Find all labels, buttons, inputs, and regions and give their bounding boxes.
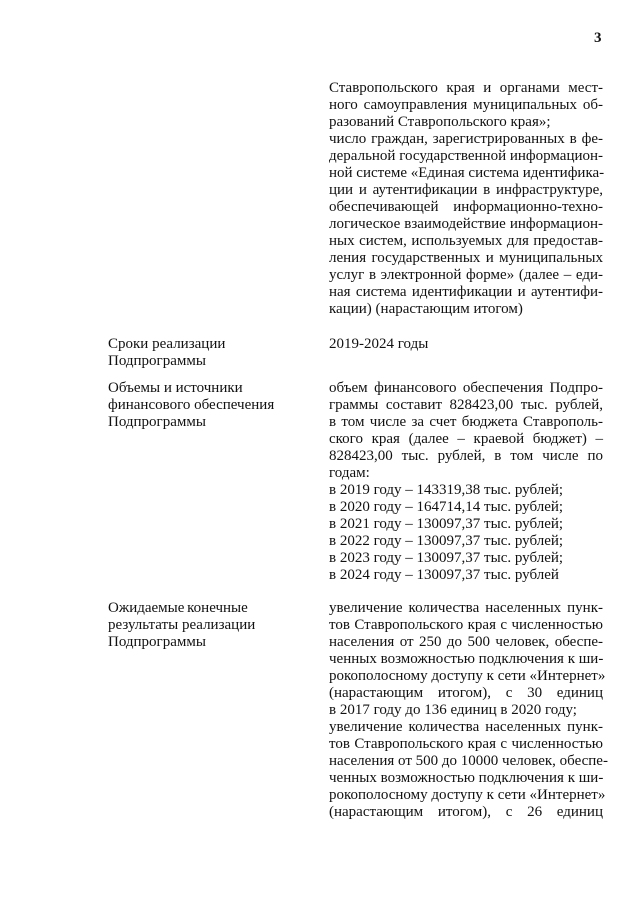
section-label-line: финансового обеспечения bbox=[108, 397, 275, 413]
section-content-line: в 2022 году – 130097,37 тыс. рублей; bbox=[329, 533, 564, 549]
page-number: 3 bbox=[594, 30, 602, 46]
section-content-line: тов Ставропольского края с численностью bbox=[329, 617, 603, 633]
section-content-line: граммы составит 828423,00 тыс. рублей, bbox=[329, 397, 603, 413]
section-label-line: Подпрограммы bbox=[108, 353, 206, 369]
section-content-line: увеличение количества населенных пунк- bbox=[329, 719, 603, 735]
intro-line: ления государственных и муниципальных bbox=[329, 250, 603, 266]
intro-line: ного самоуправления муниципальных об- bbox=[329, 97, 603, 113]
section-content-line: в 2019 году – 143319,38 тыс. рублей; bbox=[329, 482, 564, 498]
section-content-line: ченных возможностью подключения к ши- bbox=[329, 651, 604, 667]
intro-line: кации) (нарастающим итогом) bbox=[329, 301, 523, 317]
section-content-line: в 2017 году до 136 единиц в 2020 году; bbox=[329, 702, 577, 718]
section-content-line: (нарастающим итогом), с 30 единиц bbox=[329, 685, 603, 701]
section-content-line: в 2020 году – 164714,14 тыс. рублей; bbox=[329, 499, 564, 515]
intro-line: ных систем, используемых для предостав- bbox=[329, 233, 603, 249]
section-content-line: объем финансового обеспечения Подпро- bbox=[329, 380, 603, 396]
section-content-line: в том числе за счет бюджета Ставрополь- bbox=[329, 414, 603, 430]
section-content-line: 2019-2024 годы bbox=[329, 336, 429, 352]
section-content-line: годам: bbox=[329, 465, 370, 481]
section-content-line: рокополосному доступу к сети «Интернет» bbox=[329, 787, 606, 803]
intro-line: ная система идентификации и аутентифи- bbox=[329, 284, 603, 300]
section-content-line: тов Ставропольского края с численностью bbox=[329, 736, 603, 752]
section-label-line: Подпрограммы bbox=[108, 634, 206, 650]
section-content-line: рокополосному доступу к сети «Интернет» bbox=[329, 668, 606, 684]
section-label-line: Подпрограммы bbox=[108, 414, 206, 430]
intro-line: услуг в электронной форме» (далее – еди- bbox=[329, 267, 603, 283]
section-content-line: ского края (далее – краевой бюджет) – bbox=[329, 431, 603, 447]
section-content-line: в 2024 году – 130097,37 тыс. рублей bbox=[329, 567, 559, 583]
section-content-line: (нарастающим итогом), с 26 единиц bbox=[329, 804, 603, 820]
section-content-line: в 2023 году – 130097,37 тыс. рублей; bbox=[329, 550, 564, 566]
intro-line: обеспечивающей информационно-техно- bbox=[329, 199, 603, 215]
section-content-line: населения от 500 до 10000 человек, обеспе- bbox=[329, 753, 608, 769]
intro-line: число граждан, зарегистрированных в фе- bbox=[329, 131, 603, 147]
section-content-line: в 2021 году – 130097,37 тыс. рублей; bbox=[329, 516, 564, 532]
section-content-line: ченных возможностью подключения к ши- bbox=[329, 770, 604, 786]
section-label-line: Сроки реализации bbox=[108, 336, 226, 352]
section-content-line: увеличение количества населенных пунк- bbox=[329, 600, 603, 616]
intro-line: ции и аутентификации в инфраструктуре, bbox=[329, 182, 603, 198]
intro-line: ной системе «Единая система идентифика- bbox=[329, 165, 605, 181]
section-label-line: Ожидаемые конечные bbox=[108, 600, 248, 616]
section-content-line: 828423,00 тыс. рублей, в том числе по bbox=[329, 448, 603, 464]
intro-line: разований Ставропольского края»; bbox=[329, 114, 551, 130]
intro-line: логическое взаимодействие информацион- bbox=[329, 216, 603, 232]
intro-line: деральной государственной информацион- bbox=[329, 148, 604, 164]
intro-line: Ставропольского края и органами мест- bbox=[329, 80, 603, 96]
section-label-line: Объемы и источники bbox=[108, 380, 243, 396]
section-label-line: результаты реализации bbox=[108, 617, 256, 633]
section-content-line: населения от 250 до 500 человек, обеспе- bbox=[329, 634, 603, 650]
